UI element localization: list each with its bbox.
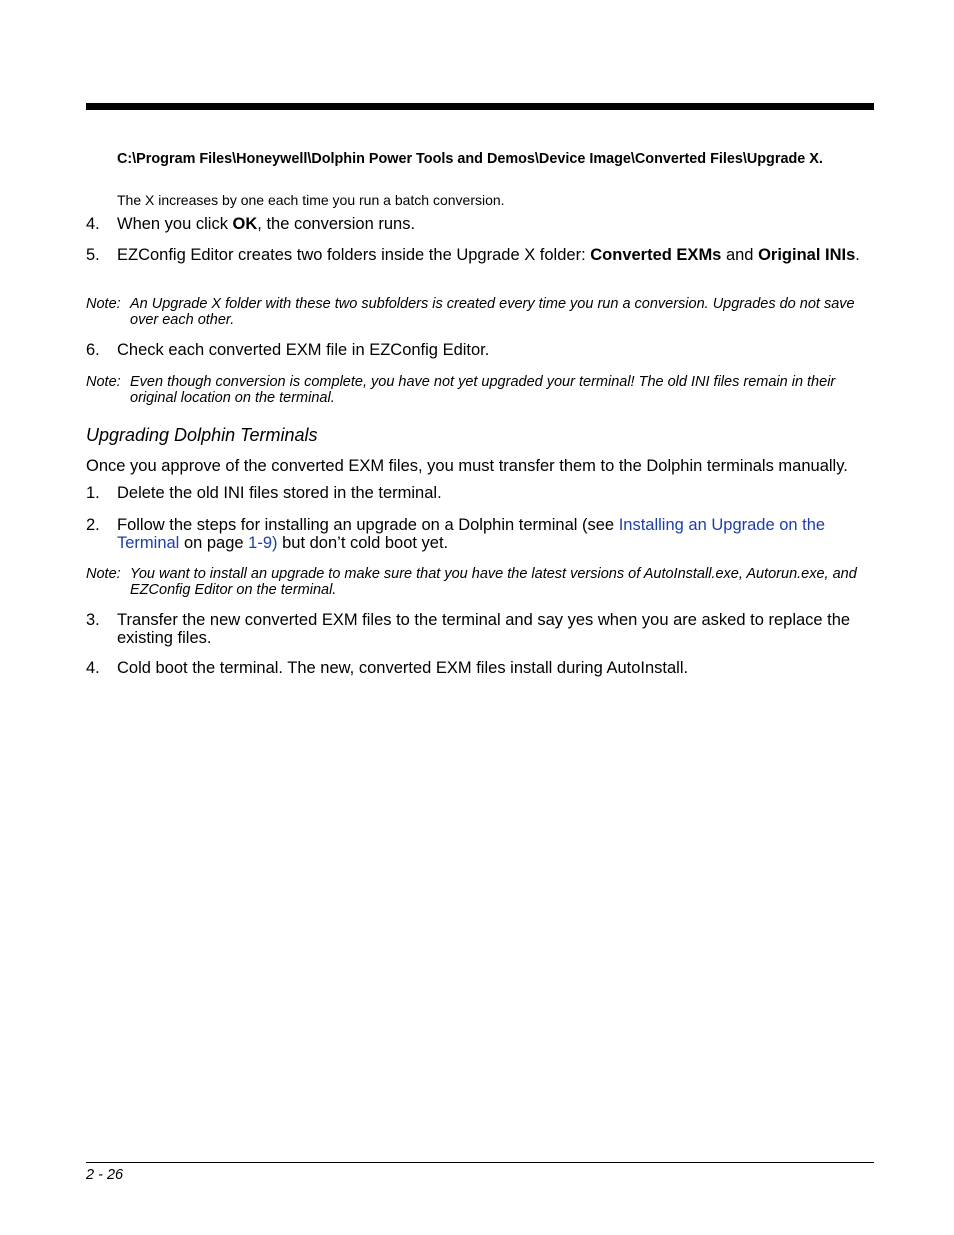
note-not-upgraded — [86, 374, 886, 406]
step-number: 1. — [86, 484, 100, 502]
step-text: Follow the steps for installing an upgrade on a Dolphin terminal (see — [117, 516, 619, 534]
note-text: You want to install an upgrade to make sure that you have the latest versions of AutoInstall.exe, Autorun.exe, and EZConfig Editor on the terminal. — [130, 566, 857, 598]
step-number: 4. — [86, 215, 100, 233]
step-4-cold-boot — [86, 660, 886, 678]
upgrade-folder-path: C:\Program Files\Honeywell\Dolphin Power Tools and Demos\Device Image\Converted Files\Upgrade X. — [117, 151, 823, 167]
step-text: , the conversion runs. — [257, 215, 416, 233]
step-text: Check each converted EXM file in EZConfig Editor. — [117, 341, 490, 359]
note-label: Note: — [86, 374, 121, 390]
step-6-check-exm — [86, 342, 886, 360]
step-text: EZConfig Editor creates two folders inside the Upgrade X folder: — [117, 246, 591, 264]
installing-upgrade-link[interactable]: Installing an Upgrade on the Terminal — [117, 516, 826, 552]
section-heading: Upgrading Dolphin Terminals — [86, 425, 318, 445]
step-text: . — [855, 246, 860, 264]
step-2-install-upgrade — [86, 517, 886, 552]
step-number: 4. — [86, 659, 100, 677]
converted-exms-label: Converted EXMs — [590, 246, 722, 264]
note-latest-versions — [86, 566, 886, 598]
page-number: 2 - 26 — [86, 1167, 124, 1183]
original-inis-label: Original INIs — [758, 246, 856, 264]
step-text: but don’t cold boot yet. — [277, 533, 449, 552]
step-text: Cold boot the terminal. The new, converted EXM files install during AutoInstall. — [117, 659, 689, 677]
ok-label: OK — [232, 215, 258, 233]
step-text: and — [721, 246, 759, 264]
note-text: An Upgrade X folder with these two subfolders is created every time you run a conversion. Upgrades do not save over each other. — [130, 296, 855, 328]
page-ref-link[interactable]: 1-9) — [248, 533, 278, 552]
note-upgrade-folder — [86, 296, 886, 328]
note-label: Note: — [86, 296, 121, 312]
step-5-folders — [86, 247, 886, 265]
step-number: 2. — [86, 516, 100, 534]
step-text: Transfer the new converted EXM files to the terminal and say yes when you are asked to replace the existing files. — [117, 611, 851, 647]
step-number: 5. — [86, 246, 100, 264]
step-text: on page — [179, 533, 249, 552]
step-text: When you click — [117, 215, 233, 233]
step-number: 3. — [86, 611, 100, 629]
step-1-delete-ini — [86, 485, 886, 503]
header-rule — [86, 103, 874, 110]
path-note: The X increases by one each time you run a batch conversion. — [117, 192, 505, 208]
note-label: Note: — [86, 566, 121, 582]
step-text: Delete the old INI files stored in the terminal. — [117, 484, 442, 502]
step-number: 6. — [86, 341, 100, 359]
footer-rule — [86, 1162, 874, 1163]
note-text: Even though conversion is complete, you have not yet upgraded your terminal! The old INI files remain in their original location on the terminal. — [130, 374, 836, 406]
step-4-click-ok — [86, 216, 886, 234]
step-3-transfer-files — [86, 612, 886, 647]
section-intro: Once you approve of the converted EXM files, you must transfer them to the Dolphin terminals manually. — [86, 457, 848, 475]
